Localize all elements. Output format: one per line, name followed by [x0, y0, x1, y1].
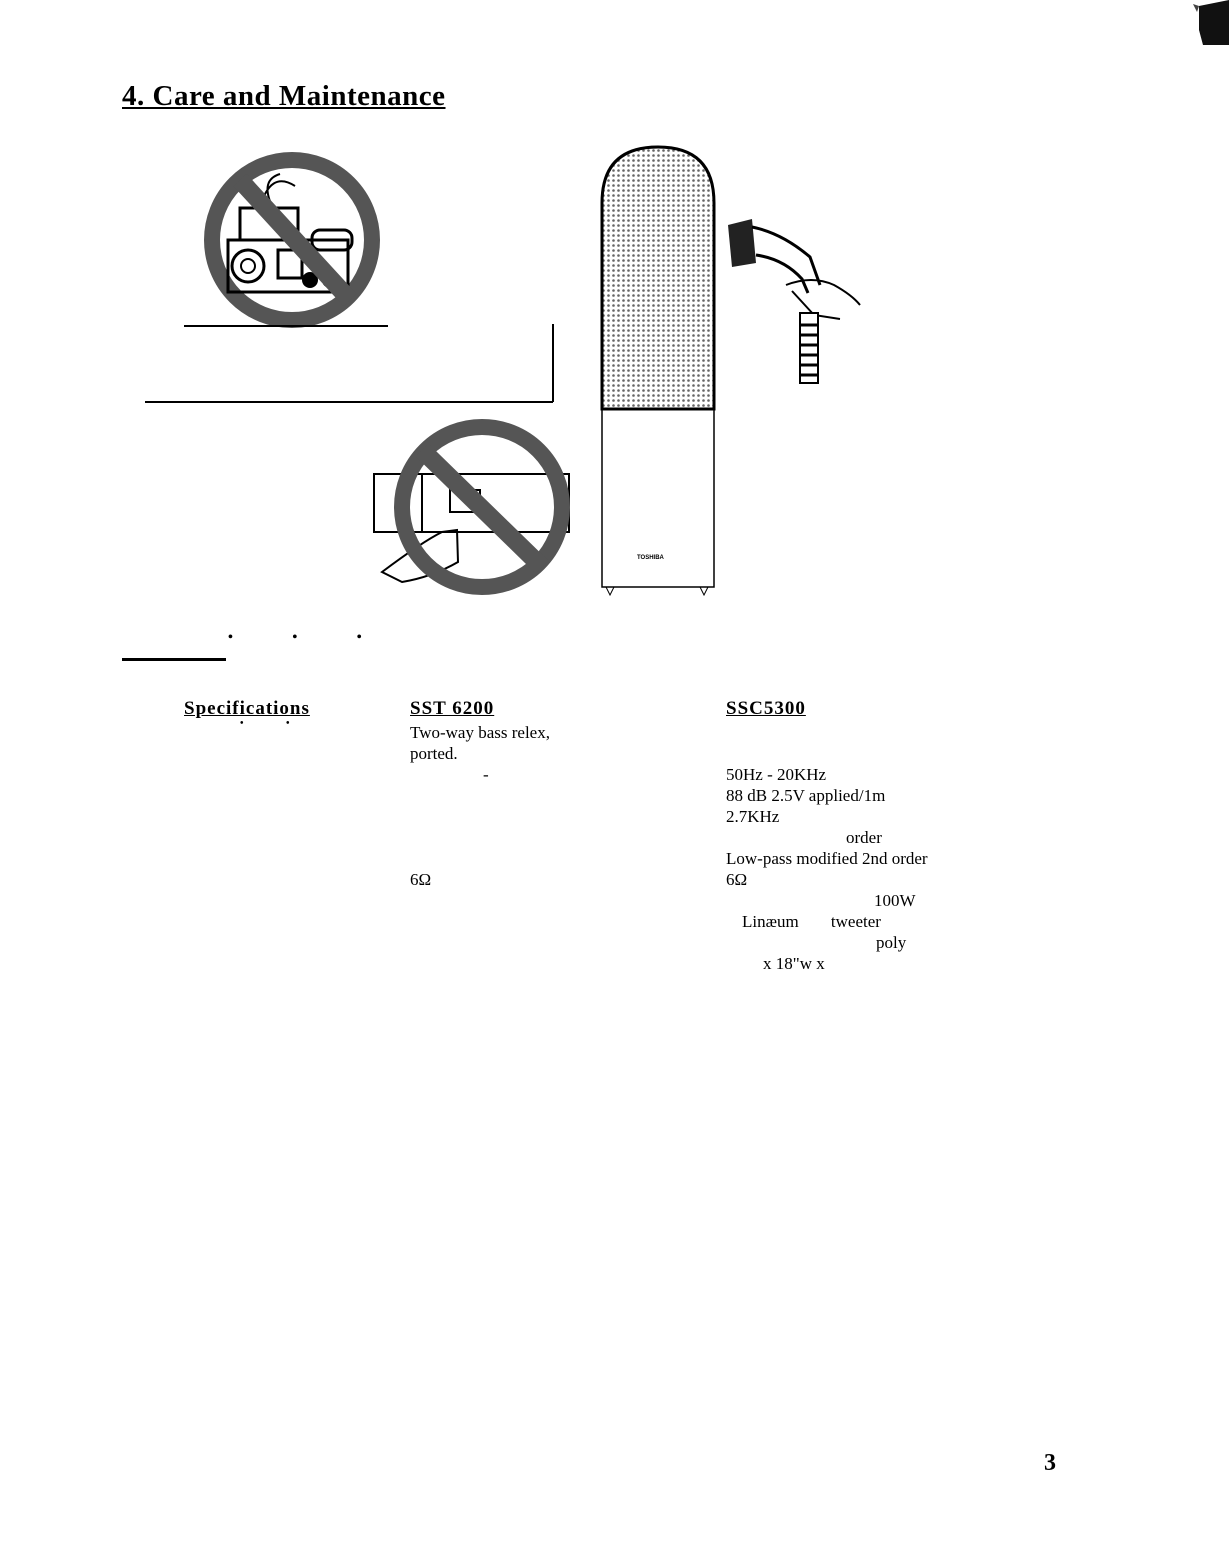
spec-line: x 18"w x	[763, 954, 825, 973]
no-plug-illustration	[362, 412, 592, 602]
spec-line	[410, 806, 550, 827]
spec-line: 6Ω	[726, 870, 748, 889]
short-rule	[122, 658, 226, 661]
spec-line: poly	[876, 933, 907, 952]
spec-line: Linæum tweeter	[742, 912, 881, 931]
spec-line: ported.	[410, 744, 458, 763]
spec-line: 88 dB 2.5V applied/1m	[726, 786, 886, 805]
spec-dots: • •	[240, 718, 310, 729]
spec-line: 6Ω	[410, 870, 432, 889]
spec-line: order	[846, 828, 882, 847]
spec-line: Low-pass modified 2nd order	[726, 849, 928, 868]
col2-heading: SSC5300	[726, 698, 806, 719]
no-liquids-illustration	[200, 150, 385, 330]
divider-lines	[140, 320, 560, 410]
spec-line	[726, 722, 928, 743]
spec-line: -	[483, 765, 489, 784]
page-title: 4. Care and Maintenance	[122, 80, 446, 112]
speaker-illustration	[596, 143, 721, 598]
spec-line	[410, 827, 550, 848]
spec-line: 50Hz - 20KHz	[726, 765, 827, 784]
speaker-brand-logo: TOSHIBA	[637, 555, 664, 561]
spec-line	[410, 785, 550, 806]
col1-heading: SST 6200	[410, 698, 495, 719]
col1-spec-lines	[410, 722, 550, 890]
spec-line: Two-way bass relex,	[410, 723, 550, 742]
vacuum-brush-illustration	[722, 215, 867, 390]
spec-line: 100W	[874, 891, 916, 910]
dots-mark: • • •	[228, 630, 390, 645]
spec-line	[726, 743, 928, 764]
spec-line: 2.7KHz	[726, 807, 780, 826]
col2-spec-lines	[726, 722, 928, 974]
specifications-heading: Specifications	[184, 698, 310, 719]
corner-mark	[1185, 0, 1229, 45]
page-number: 3	[1044, 1450, 1056, 1476]
spec-line	[410, 848, 550, 869]
